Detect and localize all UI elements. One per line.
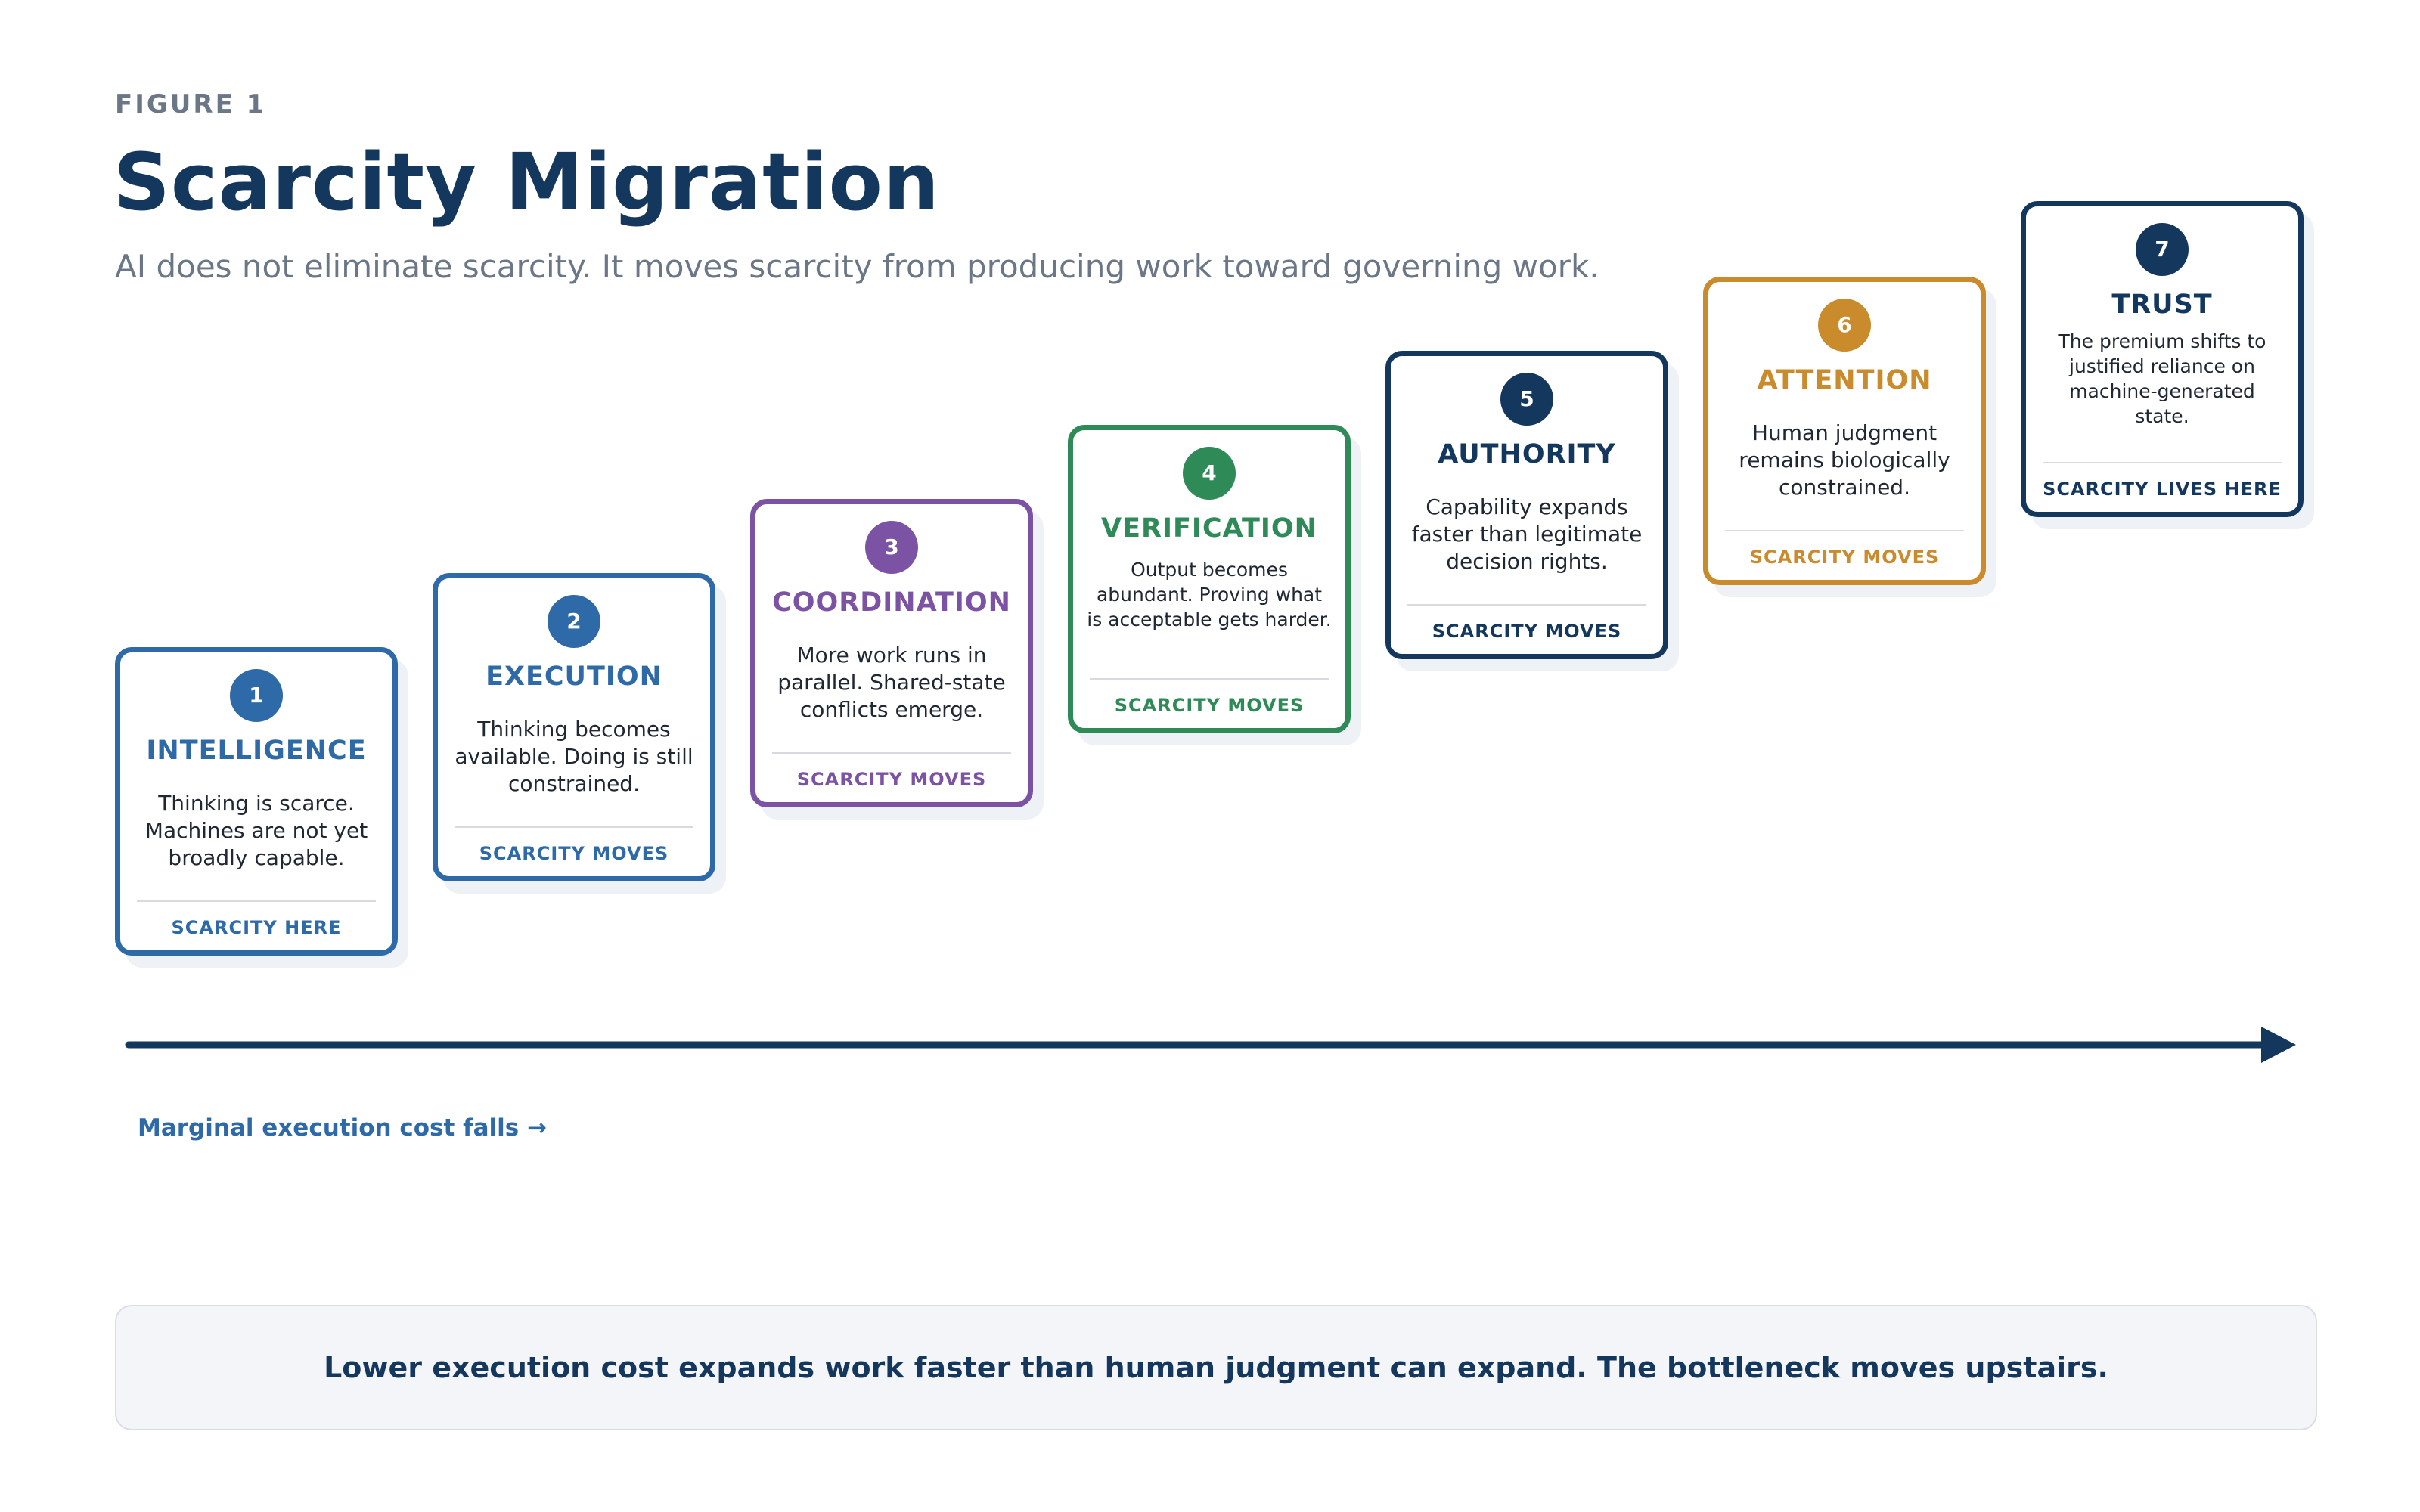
stage-footer: SCARCITY MOVES	[479, 843, 669, 864]
stage-description: Thinking becomes available. Doing is still constrained.	[455, 717, 693, 796]
takeaway-text: Lower execution cost expands work faster than human judgment can expand. The bottleneck moves upstairs.	[324, 1351, 2108, 1384]
stage-description: The premium shifts to justified reliance on machine-generated state.	[2058, 330, 2266, 427]
stage-title: AUTHORITY	[1438, 439, 1616, 469]
stage-number-badge: 2	[548, 595, 600, 648]
stage-title: TRUST	[2111, 290, 2213, 320]
stage-number-badge: 4	[1183, 447, 1236, 500]
stage-number-badge: 7	[2136, 223, 2189, 276]
stage-title: VERIFICATION	[1101, 513, 1317, 544]
stage-footer: SCARCITY MOVES	[1432, 621, 1622, 642]
axis-label: Marginal execution cost falls →	[138, 1114, 547, 1142]
stage-description: More work runs in parallel. Shared-state conflicts emerge.	[777, 643, 1006, 722]
stage-description: Thinking is scarce. Machines are not yet broadly capable.	[144, 791, 368, 870]
stage-footer: SCARCITY HERE	[171, 917, 342, 938]
stage-footer: SCARCITY MOVES	[1749, 547, 1940, 568]
stage-footer: SCARCITY MOVES	[796, 769, 987, 790]
stage-footer: SCARCITY LIVES HERE	[2043, 479, 2282, 500]
stage-title: INTELLIGENCE	[146, 736, 367, 766]
stage-description: Output becomes abundant. Proving what is acceptable gets harder.	[1087, 559, 1332, 631]
stage-title: EXECUTION	[486, 662, 662, 692]
stage-number-badge: 6	[1818, 299, 1871, 352]
figure-label: FIGURE 1	[115, 89, 267, 119]
stage-number-badge: 5	[1500, 373, 1553, 426]
stage-title: COORDINATION	[772, 587, 1011, 618]
axis-arrowhead	[2261, 1027, 2296, 1063]
stage-number-badge: 3	[865, 521, 918, 574]
stage-description: Human judgment remains biologically constrained.	[1739, 420, 1950, 500]
figure-title: Scarcity Migration	[113, 136, 940, 228]
figure-subtitle: AI does not eliminate scarcity. It moves scarcity from producing work toward governing work.	[115, 248, 1599, 285]
stage-description: Capability expands faster than legitimate decision rights.	[1411, 494, 1643, 574]
stage-title: ATTENTION	[1757, 365, 1932, 395]
stage-number-badge: 1	[230, 669, 283, 722]
takeaway-callout	[115, 1305, 2317, 1430]
stage-footer: SCARCITY MOVES	[1114, 695, 1305, 716]
